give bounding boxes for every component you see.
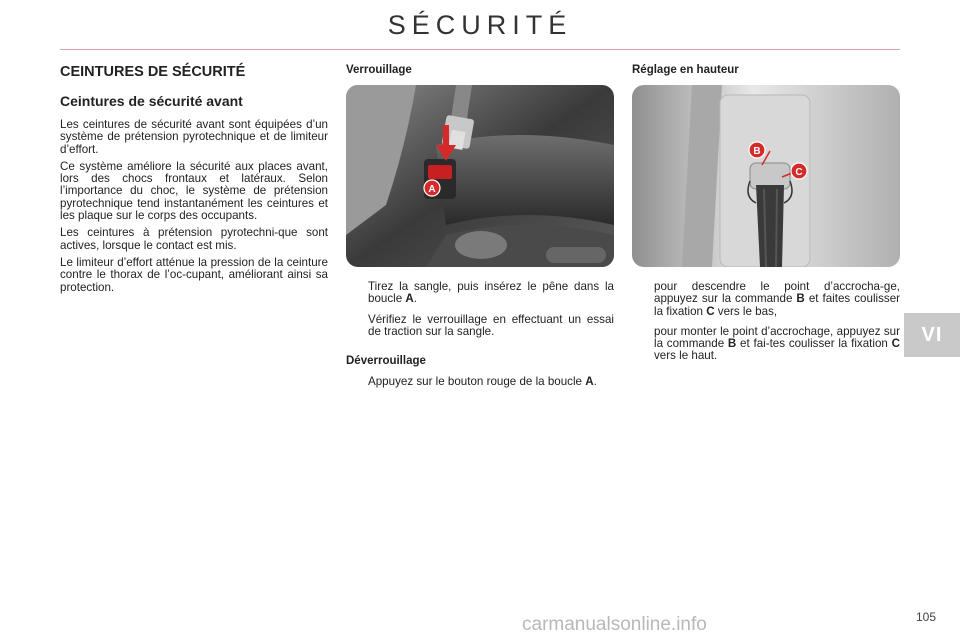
column-intro (60, 64, 328, 299)
list-item: pour monter le point d’accrochage, appuyez sur la commande B et fai-tes coulisser la fixation C vers le haut. (654, 324, 900, 363)
deverrouillage-steps (346, 376, 614, 388)
paragraph: Le limiteur d’effort atténue la pression de la ceinture contre le thorax de l’oc-cupant, améliorant ainsi sa protection. (60, 255, 328, 294)
list-item: Appuyez sur le bouton rouge de la boucle A. (368, 375, 597, 389)
page-title: SÉCURITÉ (387, 10, 573, 40)
buckle-photo (346, 85, 614, 267)
chapter-tab[interactable]: VI (904, 313, 960, 357)
watermark: carmanualsonline.info (522, 614, 707, 635)
list-item: Vérifiez le verrouillage en effectuant un essai de traction sur la sangle. (368, 312, 614, 338)
paragraph: Ce système améliore la sécurité aux places avant, lors des chocs frontaux et latéraux. Selon l’importance du choc, le système de prétension pyrotechnique tend instantanément les ceintures et les plaque sur le corps des occupants. (60, 159, 328, 223)
list-item: Tirez la sangle, puis insérez le pêne dans la boucle A. (368, 280, 614, 306)
section-heading: CEINTURES DE SÉCURITÉ (60, 64, 246, 80)
list-item: pour descendre le point d’accrocha-ge, appuyez sur la commande B et faites coulisser la fixation C vers le bas, (654, 280, 900, 318)
section-subheading: Ceintures de sécurité avant (60, 93, 243, 109)
deverrouillage-heading: Déverrouillage (346, 355, 426, 368)
paragraph: Les ceintures à prétension pyrotechni-que sont actives, lorsque le contact est mis. (60, 226, 328, 252)
reglage-heading: Réglage en hauteur (632, 64, 739, 76)
label-c-marker: C (795, 167, 803, 178)
title-divider (60, 49, 900, 50)
paragraph: Les ceintures de sécurité avant sont équipées d’un système de prétension pyrotechnique et de limiteur d’effort. (60, 118, 328, 156)
label-b-marker: B (753, 146, 761, 157)
verrouillage-steps (346, 281, 614, 338)
page-number: 105 (915, 610, 936, 624)
column-verrouillage (346, 64, 614, 396)
label-a-marker: A (428, 184, 436, 195)
verrouillage-heading: Verrouillage (346, 64, 412, 76)
height-adjust-photo (632, 85, 900, 267)
column-reglage (632, 64, 900, 371)
reglage-steps (632, 281, 900, 363)
